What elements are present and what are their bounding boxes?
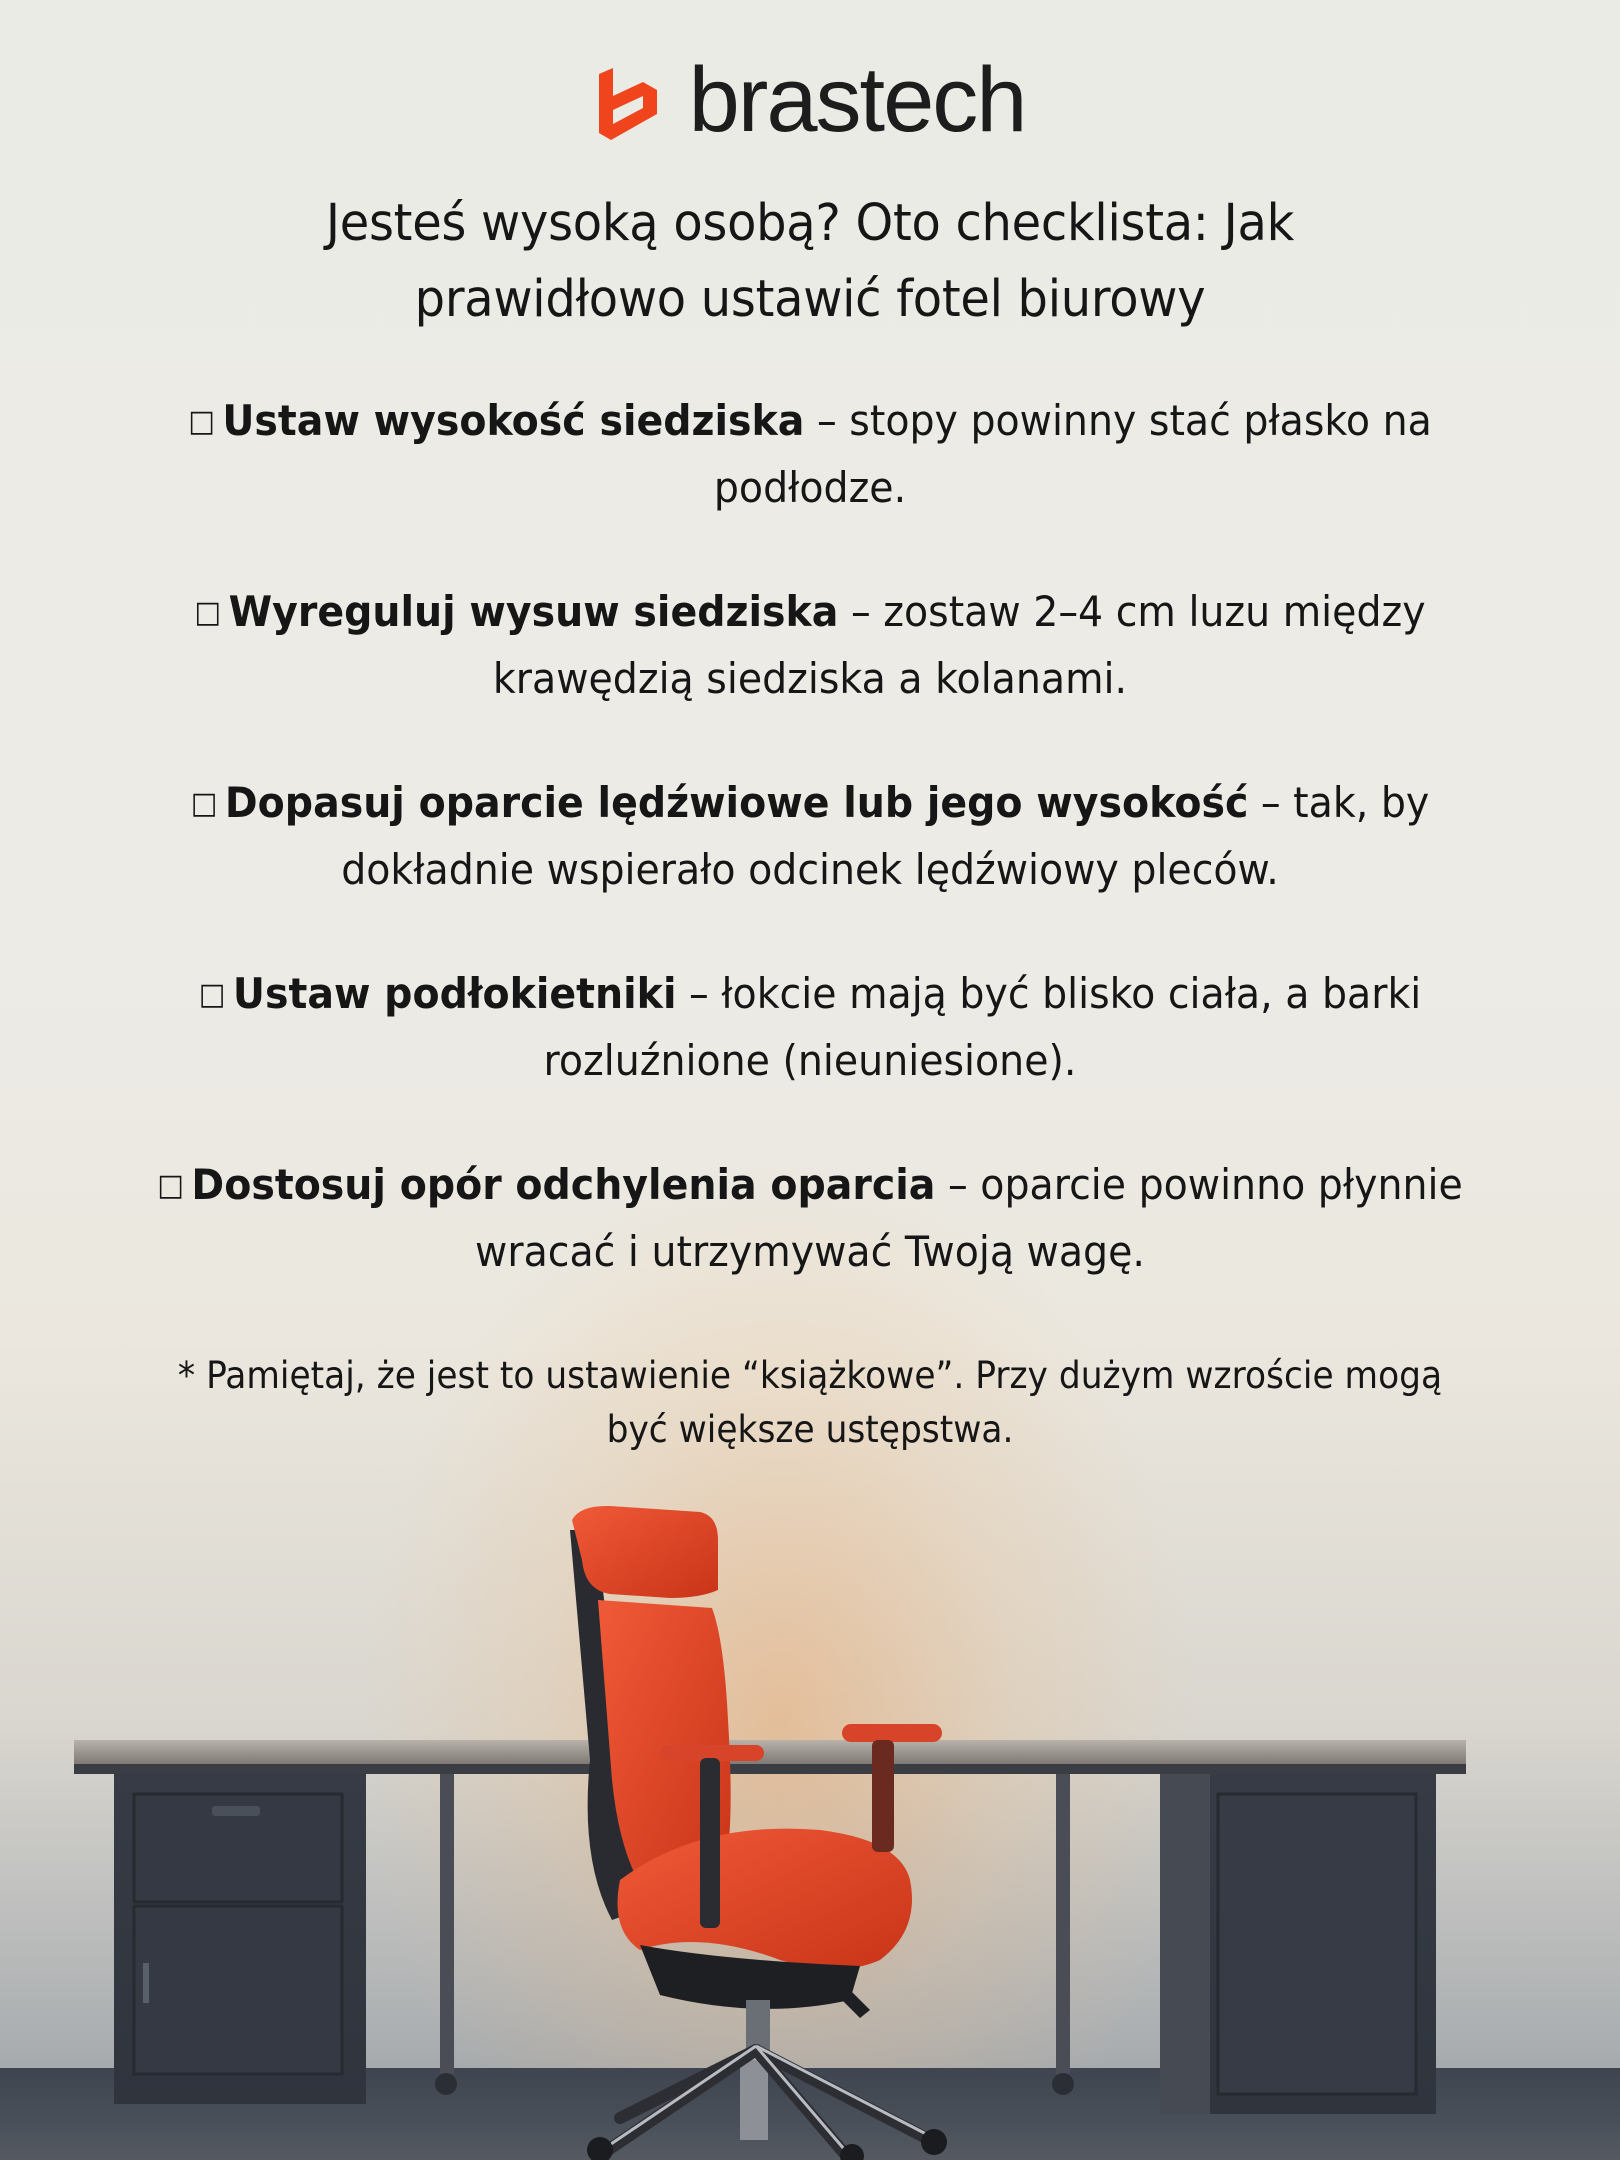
- checklist-item: [143, 772, 1478, 901]
- item-description: – tak, by dokładnie wspierało odcinek lędźwiowy pleców.: [341, 778, 1430, 894]
- checkbox-icon[interactable]: □: [194, 595, 222, 630]
- checkbox-icon[interactable]: □: [190, 786, 218, 821]
- item-heading: Wyreguluj wysuw siedziska: [228, 587, 839, 636]
- desk-chair-illustration: [0, 1460, 1620, 2160]
- item-heading: Ustaw wysokość siedziska: [222, 396, 805, 445]
- item-description: – stopy powinny stać płasko na podłodze.: [713, 396, 1432, 512]
- checklist-item: [143, 390, 1478, 519]
- checklist-item: [143, 1154, 1478, 1283]
- item-description: – łokcie mają być blisko ciała, a barki rozluźnione (nieuniesione).: [543, 969, 1422, 1085]
- checklist: [100, 390, 1520, 1345]
- brand-name: brastech: [688, 49, 1026, 151]
- checkbox-icon[interactable]: □: [198, 977, 226, 1012]
- brand-logo: [0, 49, 1620, 151]
- checkbox-icon[interactable]: □: [188, 404, 215, 439]
- item-heading: Dostosuj opór odchylenia oparcia: [191, 1160, 936, 1209]
- office-chair-icon: [570, 1506, 947, 2160]
- item-description: – zostaw 2–4 cm luzu między krawędzią siedziska a kolanami.: [492, 587, 1426, 703]
- checklist-item: [143, 581, 1478, 710]
- brastech-b-mark-icon: [595, 66, 661, 142]
- item-heading: Dopasuj oparcie lędźwiowe lub jego wysokość: [224, 778, 1249, 827]
- checkbox-icon[interactable]: □: [157, 1168, 184, 1203]
- item-heading: Ustaw podłokietniki: [232, 969, 677, 1018]
- item-description: – oparcie powinno płynnie wracać i utrzymywać Twoją wagę.: [475, 1160, 1463, 1276]
- checklist-item: [143, 963, 1478, 1092]
- page-title: Jesteś wysoką osobą? Oto checklista: Jak prawidłowo ustawić fotel biurowy: [325, 194, 1295, 329]
- footnote: * Pamiętaj, że jest to ustawienie “książkowe”. Przy dużym wzroście mogą być większe ustępstwa.: [177, 1354, 1443, 1451]
